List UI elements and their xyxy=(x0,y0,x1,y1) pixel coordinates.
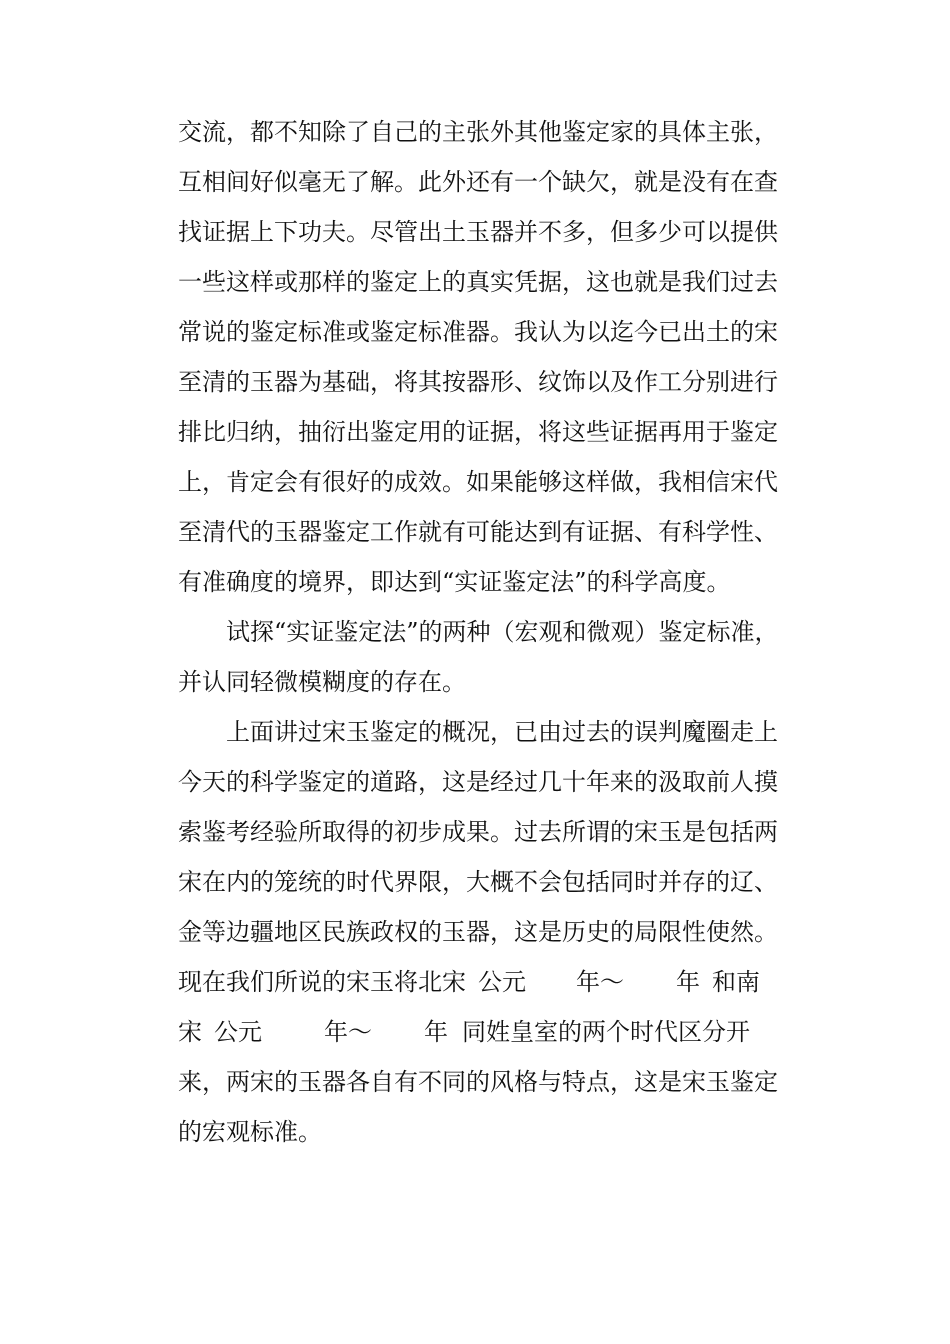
text-line-5: 常说的鉴定标准或鉴定标准器。我认为以迄今已出土的宋 xyxy=(178,318,778,346)
text-line-2: 互相间好似毫无了解。此外还有一个缺欠，就是没有在查 xyxy=(178,168,778,196)
text-line-13: 上面讲过宋玉鉴定的概况，已由过去的误判魔圈走上 xyxy=(226,718,778,746)
text-segment: 现在我们所说的宋玉将北宋 xyxy=(178,968,466,996)
text-line-7: 排比归纳，抽衍出鉴定用的证据，将这些证据再用于鉴定 xyxy=(178,418,778,446)
text-line-11: 试探“实证鉴定法”的两种（宏观和微观）鉴定标准， xyxy=(226,618,779,646)
text-line-16: 宋在内的笼统的时代界限，大概不会包括同时并存的辽、 xyxy=(178,868,778,896)
text-line-18 xyxy=(178,962,778,1002)
text-segment: 年 xyxy=(676,968,700,996)
text-line-17: 金等边疆地区民族政权的玉器，这是历史的局限性使然。 xyxy=(178,918,778,946)
text-line-15: 索鉴考经验所取得的初步成果。过去所谓的宋玉是包括两 xyxy=(178,818,778,846)
text-segment: 公元 xyxy=(214,1018,262,1046)
text-line-6: 至清的玉器为基础，将其按器形、纹饰以及作工分别进行 xyxy=(178,368,778,396)
text-segment: 公元 xyxy=(478,968,526,996)
text-segment: 宋 xyxy=(178,1018,202,1046)
text-segment: 同姓皇室的两个时代区分开 xyxy=(462,1018,750,1046)
text-line-4: 一些这样或那样的鉴定上的真实凭据，这也就是我们过去 xyxy=(178,268,778,296)
text-line-12: 并认同轻微模糊度的存在。 xyxy=(178,668,466,696)
text-segment: 年 xyxy=(424,1018,448,1046)
text-segment: 年～ xyxy=(576,968,624,996)
text-line-20: 来，两宋的玉器各自有不同的风格与特点，这是宋玉鉴定 xyxy=(178,1068,778,1096)
text-line-10: 有准确度的境界，即达到“实证鉴定法”的科学高度。 xyxy=(178,568,731,596)
text-segment: 和南 xyxy=(712,968,760,996)
text-line-9: 至清代的玉器鉴定工作就有可能达到有证据、有科学性、 xyxy=(178,518,778,546)
text-line-8: 上，肯定会有很好的成效。如果能够这样做，我相信宋代 xyxy=(178,468,778,496)
text-segment: 年～ xyxy=(324,1018,372,1046)
text-line-3: 找证据上下功夫。尽管出土玉器并不多，但多少可以提供 xyxy=(178,218,778,246)
text-line-21: 的宏观标准。 xyxy=(178,1118,322,1146)
text-line-14: 今天的科学鉴定的道路，这是经过几十年来的汲取前人摸 xyxy=(178,768,778,796)
text-line-19 xyxy=(178,1012,778,1052)
text-line-1: 交流，都不知除了自己的主张外其他鉴定家的具体主张， xyxy=(178,118,778,146)
